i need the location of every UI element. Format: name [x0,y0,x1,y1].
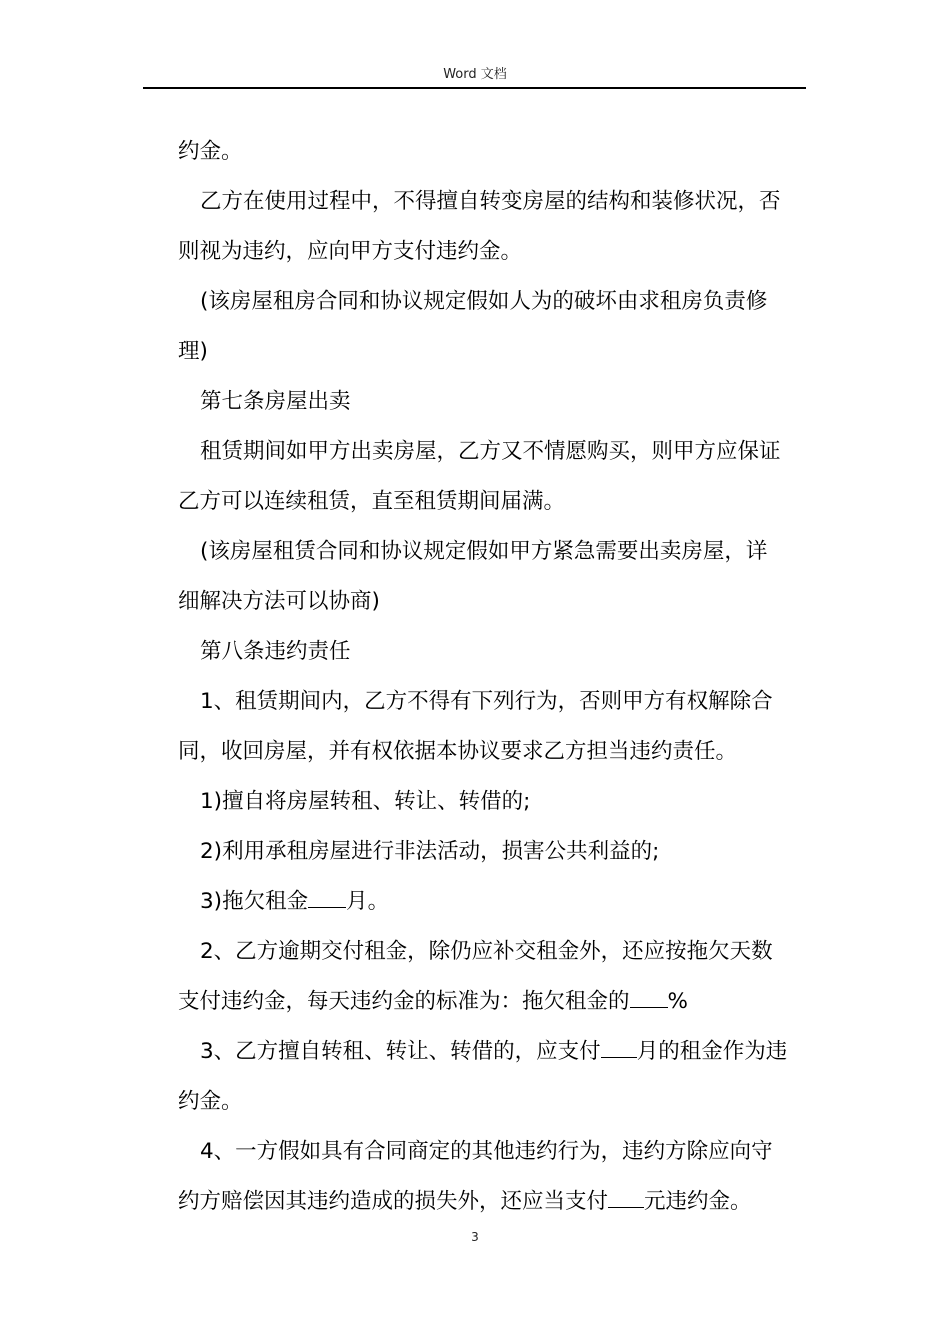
paragraph-line: 约金。 [178,1089,243,1114]
fill-in-blank [601,1031,637,1058]
section-heading: 第七条房屋出卖 [200,389,351,414]
list-item: 2)利用承租房屋进行非法活动，损害公共利益的; [200,839,660,864]
line-text: 月。 [346,889,390,914]
fill-in-blank [630,981,668,1008]
line-text: 支付违约金，每天违约金的标准为：拖欠租金的 [178,989,630,1014]
header-divider [143,87,806,89]
paragraph-line: 1、租赁期间内，乙方不得有下列行为，否则甲方有权解除合 [200,689,773,714]
line-text: 约方赔偿因其违约造成的损失外，还应当支付 [178,1189,609,1214]
paragraph-line: 2、乙方逾期交付租金，除仍应补交租金外，还应按拖欠天数 [200,939,773,964]
paragraph-line [178,1177,808,1227]
paragraph-line: 则视为违约，应向甲方支付违约金。 [178,239,523,264]
paragraph-line: 细解决方法可以协商) [178,589,380,614]
paragraph-line [178,1027,808,1077]
paragraph-line: (该房屋租房合同和协议规定假如人为的破坏由求租房负责修 [200,289,768,314]
list-item [178,877,808,927]
fill-in-blank [608,1181,644,1208]
fill-in-blank [308,881,346,908]
paragraph-line: 4、一方假如具有合同商定的其他违约行为，违约方除应向守 [200,1139,773,1164]
section-heading: 第八条违约责任 [200,639,351,664]
paragraph-line: 理) [178,339,208,364]
paragraph-line: (该房屋租赁合同和协议规定假如甲方紧急需要出卖房屋，详 [200,539,768,564]
document-body [178,127,808,1227]
paragraph-line: 租赁期间如甲方出卖房屋，乙方又不情愿购买，则甲方应保证 [200,439,781,464]
line-text: 元违约金。 [644,1189,752,1214]
page-header-title: Word 文档 [443,67,507,82]
paragraph-line: 同，收回房屋，并有权依据本协议要求乙方担当违约责任。 [178,739,738,764]
line-text: % [667,989,688,1014]
paragraph-line: 乙方可以连续租赁，直至租赁期间届满。 [178,489,566,514]
line-text: 3)拖欠租金 [200,889,309,914]
paragraph-line: 乙方在使用过程中，不得擅自转变房屋的结构和装修状况，否 [200,189,781,214]
line-text: 3、乙方擅自转租、转让、转借的，应支付 [200,1039,601,1064]
line-text: 月的租金作为违 [636,1039,788,1064]
paragraph-line [178,977,808,1027]
page-number: 3 [471,1230,479,1244]
list-item: 1)擅自将房屋转租、转让、转借的; [200,789,531,814]
paragraph-line: 约金。 [178,139,243,164]
